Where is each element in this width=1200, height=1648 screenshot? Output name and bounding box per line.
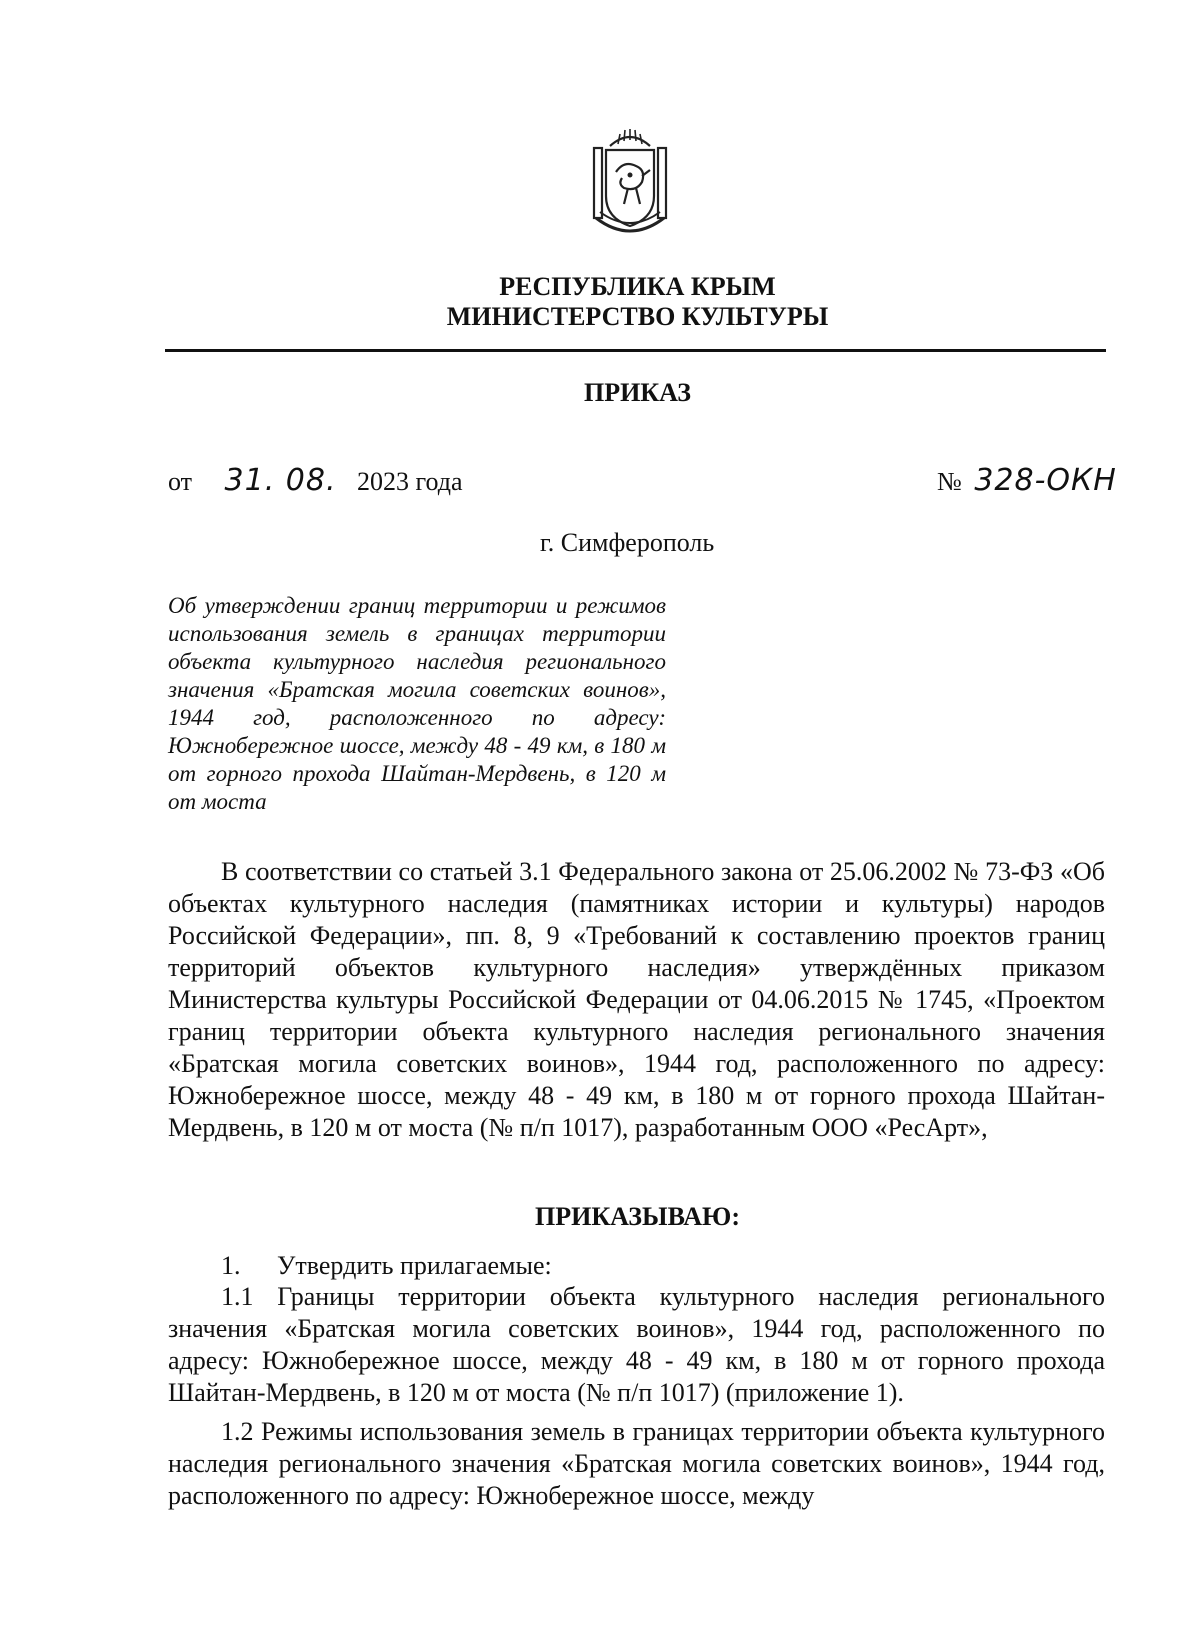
header-region: РЕСПУБЛИКА КРЫМ <box>499 272 776 301</box>
number-prefix: № <box>937 467 962 496</box>
city: г. Симферополь <box>540 528 715 557</box>
list-item-1-2: 1.2 Режимы использования земель в границах территории объекта культурного наследия регионального значения «Братская могила советских воинов», 1944 год, расположенного по адресу: Южнобережное шоссе, между <box>168 1417 1105 1510</box>
date-suffix: 2023 года <box>357 467 463 496</box>
document-type: ПРИКАЗ <box>583 378 692 407</box>
date-line <box>168 463 463 498</box>
header-ministry: МИНИСТЕРСТВО КУЛЬТУРЫ <box>446 302 829 331</box>
order-subject: Об утверждении границ территории и режимов использования земель в границах территории объекта культурного наследия регионального значения «Братская могила советских воинов», 1944 год, расположенного по адресу: Южнобережное шоссе, между 48 - 49 км, в 180 м от горного прохода Шайтан-Мердвень, в 120 м от моста <box>168 593 666 814</box>
list-item-1-number: 1. <box>221 1251 241 1280</box>
crimea-coat-of-arms-icon <box>580 126 680 238</box>
date-handwritten: 31. 08. <box>224 463 337 498</box>
number-line <box>937 463 1117 498</box>
order-directive: ПРИКАЗЫВАЮ: <box>535 1202 740 1231</box>
date-prefix: от <box>168 467 193 496</box>
preamble-paragraph: В соответствии со статьей 3.1 Федерального закона от 25.06.2002 № 73-ФЗ «Об объектах культурного наследия (памятниках истории и культуры) народов Российской Федерации», пп. 8, 9 «Требований к составлению проектов границ территорий объектов культурного наследия» утверждённых приказом Министерства культуры Российской Федерации от 04.06.2015 № 1745, «Проектом границ территории объекта культурного наследия регионального значения «Братская могила советских воинов», 1944 год, расположенного по адресу: Южнобережное шоссе, между 48 - 49 км, в 180 м от горного прохода Шайтан-Мердвень, в 120 м от моста (№ п/п 1017), разработанным ООО «РесАрт», <box>168 857 1105 1142</box>
list-item-1-text: Утвердить прилагаемые: <box>277 1251 552 1280</box>
list-item-1 <box>221 1250 552 1282</box>
header-divider <box>165 349 1106 352</box>
list-item-1-1: 1.1 Границы территории объекта культурного наследия регионального значения «Братская могила советских воинов», 1944 год, расположенного по адресу: Южнобережное шоссе, между 48 - 49 км, в 180 м от горного прохода Шайтан-Мердвень, в 120 м от моста (№ п/п 1017) (приложение 1). <box>168 1282 1105 1407</box>
number-handwritten: 328-ОКН <box>974 463 1117 498</box>
